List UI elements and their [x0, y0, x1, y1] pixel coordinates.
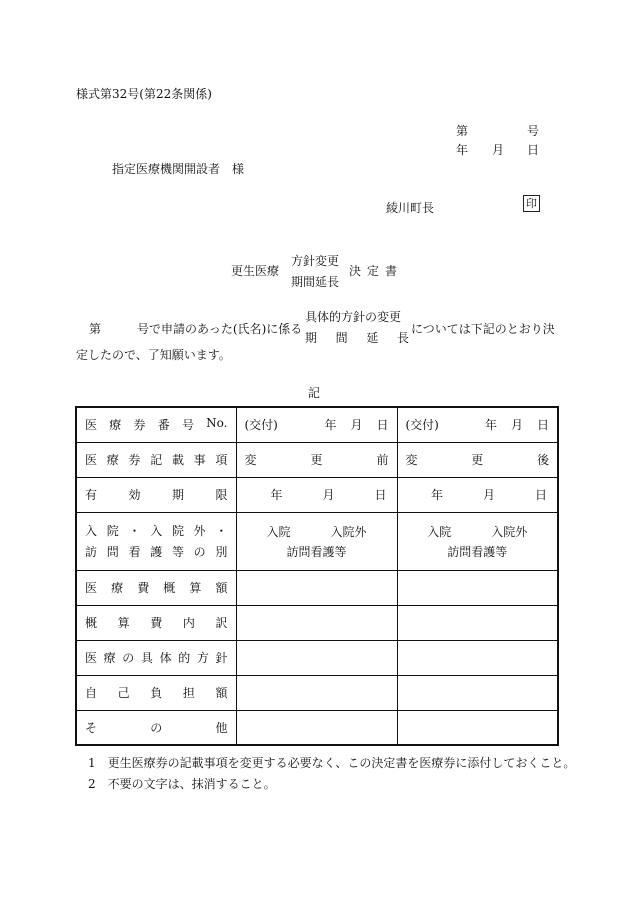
- empty-cell[interactable]: [397, 605, 558, 640]
- row-label: [76, 477, 236, 512]
- inpatient-label: 入院: [266, 524, 291, 539]
- month-label: 月: [510, 418, 523, 433]
- label-line: [85, 543, 228, 560]
- ymd-group: [406, 486, 550, 503]
- label-char: 自: [85, 686, 98, 700]
- after-char: 後: [536, 453, 549, 467]
- month-label: 月: [322, 488, 335, 502]
- label-char: 療: [109, 418, 122, 433]
- label-char: 概: [163, 581, 176, 595]
- more-char: 更: [310, 453, 323, 467]
- label-char: 有: [85, 488, 98, 502]
- day-label: 日: [374, 488, 387, 502]
- label-char: 方: [196, 651, 209, 665]
- table-row: [76, 675, 558, 710]
- label-char: の: [150, 720, 163, 735]
- label-char: そ: [85, 720, 98, 735]
- label-char: 入: [85, 524, 98, 538]
- label-char: 針: [215, 651, 228, 665]
- label-char: 番: [157, 418, 170, 433]
- empty-cell[interactable]: [236, 675, 397, 710]
- empty-cell[interactable]: [397, 640, 558, 675]
- number-dai: 第: [456, 124, 469, 138]
- label-char: 療: [111, 581, 124, 595]
- label-char: 担: [182, 686, 195, 700]
- empty-cell[interactable]: [397, 675, 558, 710]
- change-char: 変: [405, 453, 418, 467]
- title-option-bottom: 期間延長: [291, 275, 340, 289]
- label-line: [85, 522, 228, 539]
- label-char: 己: [117, 686, 130, 700]
- row-label: [76, 442, 236, 477]
- year-label: 年: [324, 418, 337, 433]
- ymd-group: [245, 486, 389, 503]
- issued-date-before: [236, 407, 397, 442]
- outpatient-label: 入院外: [491, 524, 528, 539]
- day-label: 日: [534, 488, 547, 502]
- row-label: [76, 710, 236, 745]
- label-char: 他: [215, 720, 228, 735]
- label-char: 内: [182, 616, 195, 630]
- change-before-header: [236, 442, 397, 477]
- label-char: 限: [215, 488, 228, 502]
- empty-cell[interactable]: [236, 605, 397, 640]
- month-label: 月: [482, 488, 495, 502]
- valid-date-before: [236, 477, 397, 512]
- body-option-bottom-char: 長: [396, 331, 409, 345]
- label-char: 効: [128, 488, 141, 502]
- change-after-header: [397, 442, 558, 477]
- label-char: 医: [85, 581, 98, 595]
- empty-cell[interactable]: [236, 710, 397, 745]
- body-option-top: 具体的方針の変更: [305, 310, 402, 324]
- label-char: 訪: [85, 545, 98, 559]
- issued-label: (交付): [244, 418, 278, 433]
- label-char: 医: [85, 651, 98, 665]
- label-char: 院: [171, 524, 184, 538]
- addressee: 指定医療機関開設者 様: [112, 162, 245, 176]
- empty-cell[interactable]: [397, 570, 558, 605]
- outpatient-label: 入院外: [330, 524, 367, 539]
- label-char: 算: [189, 581, 202, 595]
- label-char: 看: [128, 545, 141, 559]
- care-type-before: [236, 512, 397, 570]
- table-row: [76, 477, 558, 512]
- label-char: 記: [150, 453, 163, 467]
- day-label: 日: [376, 418, 389, 433]
- label-char: 護: [150, 545, 163, 559]
- label-char: No.: [206, 416, 228, 431]
- issued-date-after: [397, 407, 558, 442]
- label-char: ・: [128, 524, 141, 538]
- label-char: 療: [103, 651, 116, 665]
- table-row: [76, 442, 558, 477]
- body-dai: 第: [89, 322, 102, 336]
- label-char: 項: [215, 453, 228, 467]
- body-option-bottom-char: 間: [335, 331, 348, 345]
- label-char: 別: [215, 545, 228, 559]
- more-char: 更: [471, 453, 484, 467]
- body-option-bottom-char: 期: [305, 331, 318, 345]
- row-label: [76, 605, 236, 640]
- row-label: [76, 407, 236, 442]
- label-char: 号: [181, 418, 194, 433]
- label-char: 期: [171, 488, 184, 502]
- label-char: 等: [171, 545, 184, 559]
- label-char: 医: [85, 418, 98, 433]
- body-option-bottom: [305, 329, 409, 346]
- empty-cell[interactable]: [236, 640, 397, 675]
- body-option-bottom-char: 延: [366, 331, 379, 345]
- ki-heading: 記: [308, 386, 321, 400]
- year-label: 年: [484, 418, 497, 433]
- empty-cell[interactable]: [397, 710, 558, 745]
- label-char: 医: [85, 453, 98, 467]
- row-label: [76, 570, 236, 605]
- row-label: [76, 640, 236, 675]
- label-char: 的: [178, 651, 191, 665]
- title-left: 更生医療: [231, 264, 280, 278]
- title-right: 決定書: [349, 264, 404, 278]
- decision-table: [75, 406, 559, 746]
- label-char: 問: [106, 545, 119, 559]
- label-char: の: [193, 545, 206, 559]
- ymd-group: [324, 416, 388, 433]
- label-char: 費: [150, 616, 163, 630]
- issuer-name: 綾川町長: [386, 201, 435, 215]
- year-label: 年: [430, 488, 443, 502]
- note-1: 1 更生医療券の記載事項を変更する必要なく、この決定書を医療券に添付しておくこと。: [88, 756, 576, 770]
- label-char: 訳: [215, 616, 228, 630]
- label-char: ・: [215, 524, 228, 538]
- label-char: 療: [106, 453, 119, 467]
- date-month: 月: [492, 143, 505, 157]
- label-char: 概: [85, 616, 98, 630]
- date-day: 日: [527, 143, 540, 157]
- label-char: 事: [193, 453, 206, 467]
- body-end: については下記のとおり決: [411, 322, 555, 336]
- label-char: 具: [140, 651, 153, 665]
- label-char: 算: [117, 616, 130, 630]
- inpatient-label: 入院: [427, 524, 452, 539]
- label-char: 入: [150, 524, 163, 538]
- care-type-after: [397, 512, 558, 570]
- title-option-top: 方針変更: [291, 254, 340, 268]
- note-2: 2 不要の文字は、抹消すること。: [88, 777, 276, 791]
- label-char: 負: [150, 686, 163, 700]
- label-char: 載: [171, 453, 184, 467]
- label-char: 額: [215, 686, 228, 700]
- empty-cell[interactable]: [236, 570, 397, 605]
- table-row: [76, 710, 558, 745]
- label-char: 券: [133, 418, 146, 433]
- before-char: 前: [376, 453, 389, 467]
- table-row: [76, 570, 558, 605]
- date-year: 年: [456, 143, 469, 157]
- seal-box: 印: [523, 195, 540, 212]
- table-row: [76, 407, 558, 442]
- label-char: 券: [128, 453, 141, 467]
- change-char: 変: [244, 453, 257, 467]
- label-char: 外: [193, 524, 206, 538]
- table-row: [76, 640, 558, 675]
- year-label: 年: [270, 488, 283, 502]
- visiting-label: 訪問看護等: [286, 544, 347, 559]
- valid-date-after: [397, 477, 558, 512]
- label-char: 費: [137, 581, 150, 595]
- number-go: 号: [527, 124, 540, 138]
- label-char: の: [122, 651, 135, 665]
- table-row: [76, 605, 558, 640]
- table-row: [76, 512, 558, 570]
- ymd-group: [485, 416, 549, 433]
- body-mid: 号で申請のあった(氏名)に係る: [137, 322, 303, 336]
- row-label: [76, 512, 236, 570]
- issued-label: (交付): [405, 418, 439, 433]
- body-line2: 定したので、了知願います。: [76, 348, 231, 362]
- visiting-label: 訪問看護等: [447, 544, 508, 559]
- label-char: 院: [106, 524, 119, 538]
- day-label: 日: [536, 418, 549, 433]
- month-label: 月: [350, 418, 363, 433]
- form-number: 様式第32号(第22条関係): [76, 87, 212, 101]
- label-char: 額: [215, 581, 228, 595]
- label-char: 体: [159, 651, 172, 665]
- row-label: [76, 675, 236, 710]
